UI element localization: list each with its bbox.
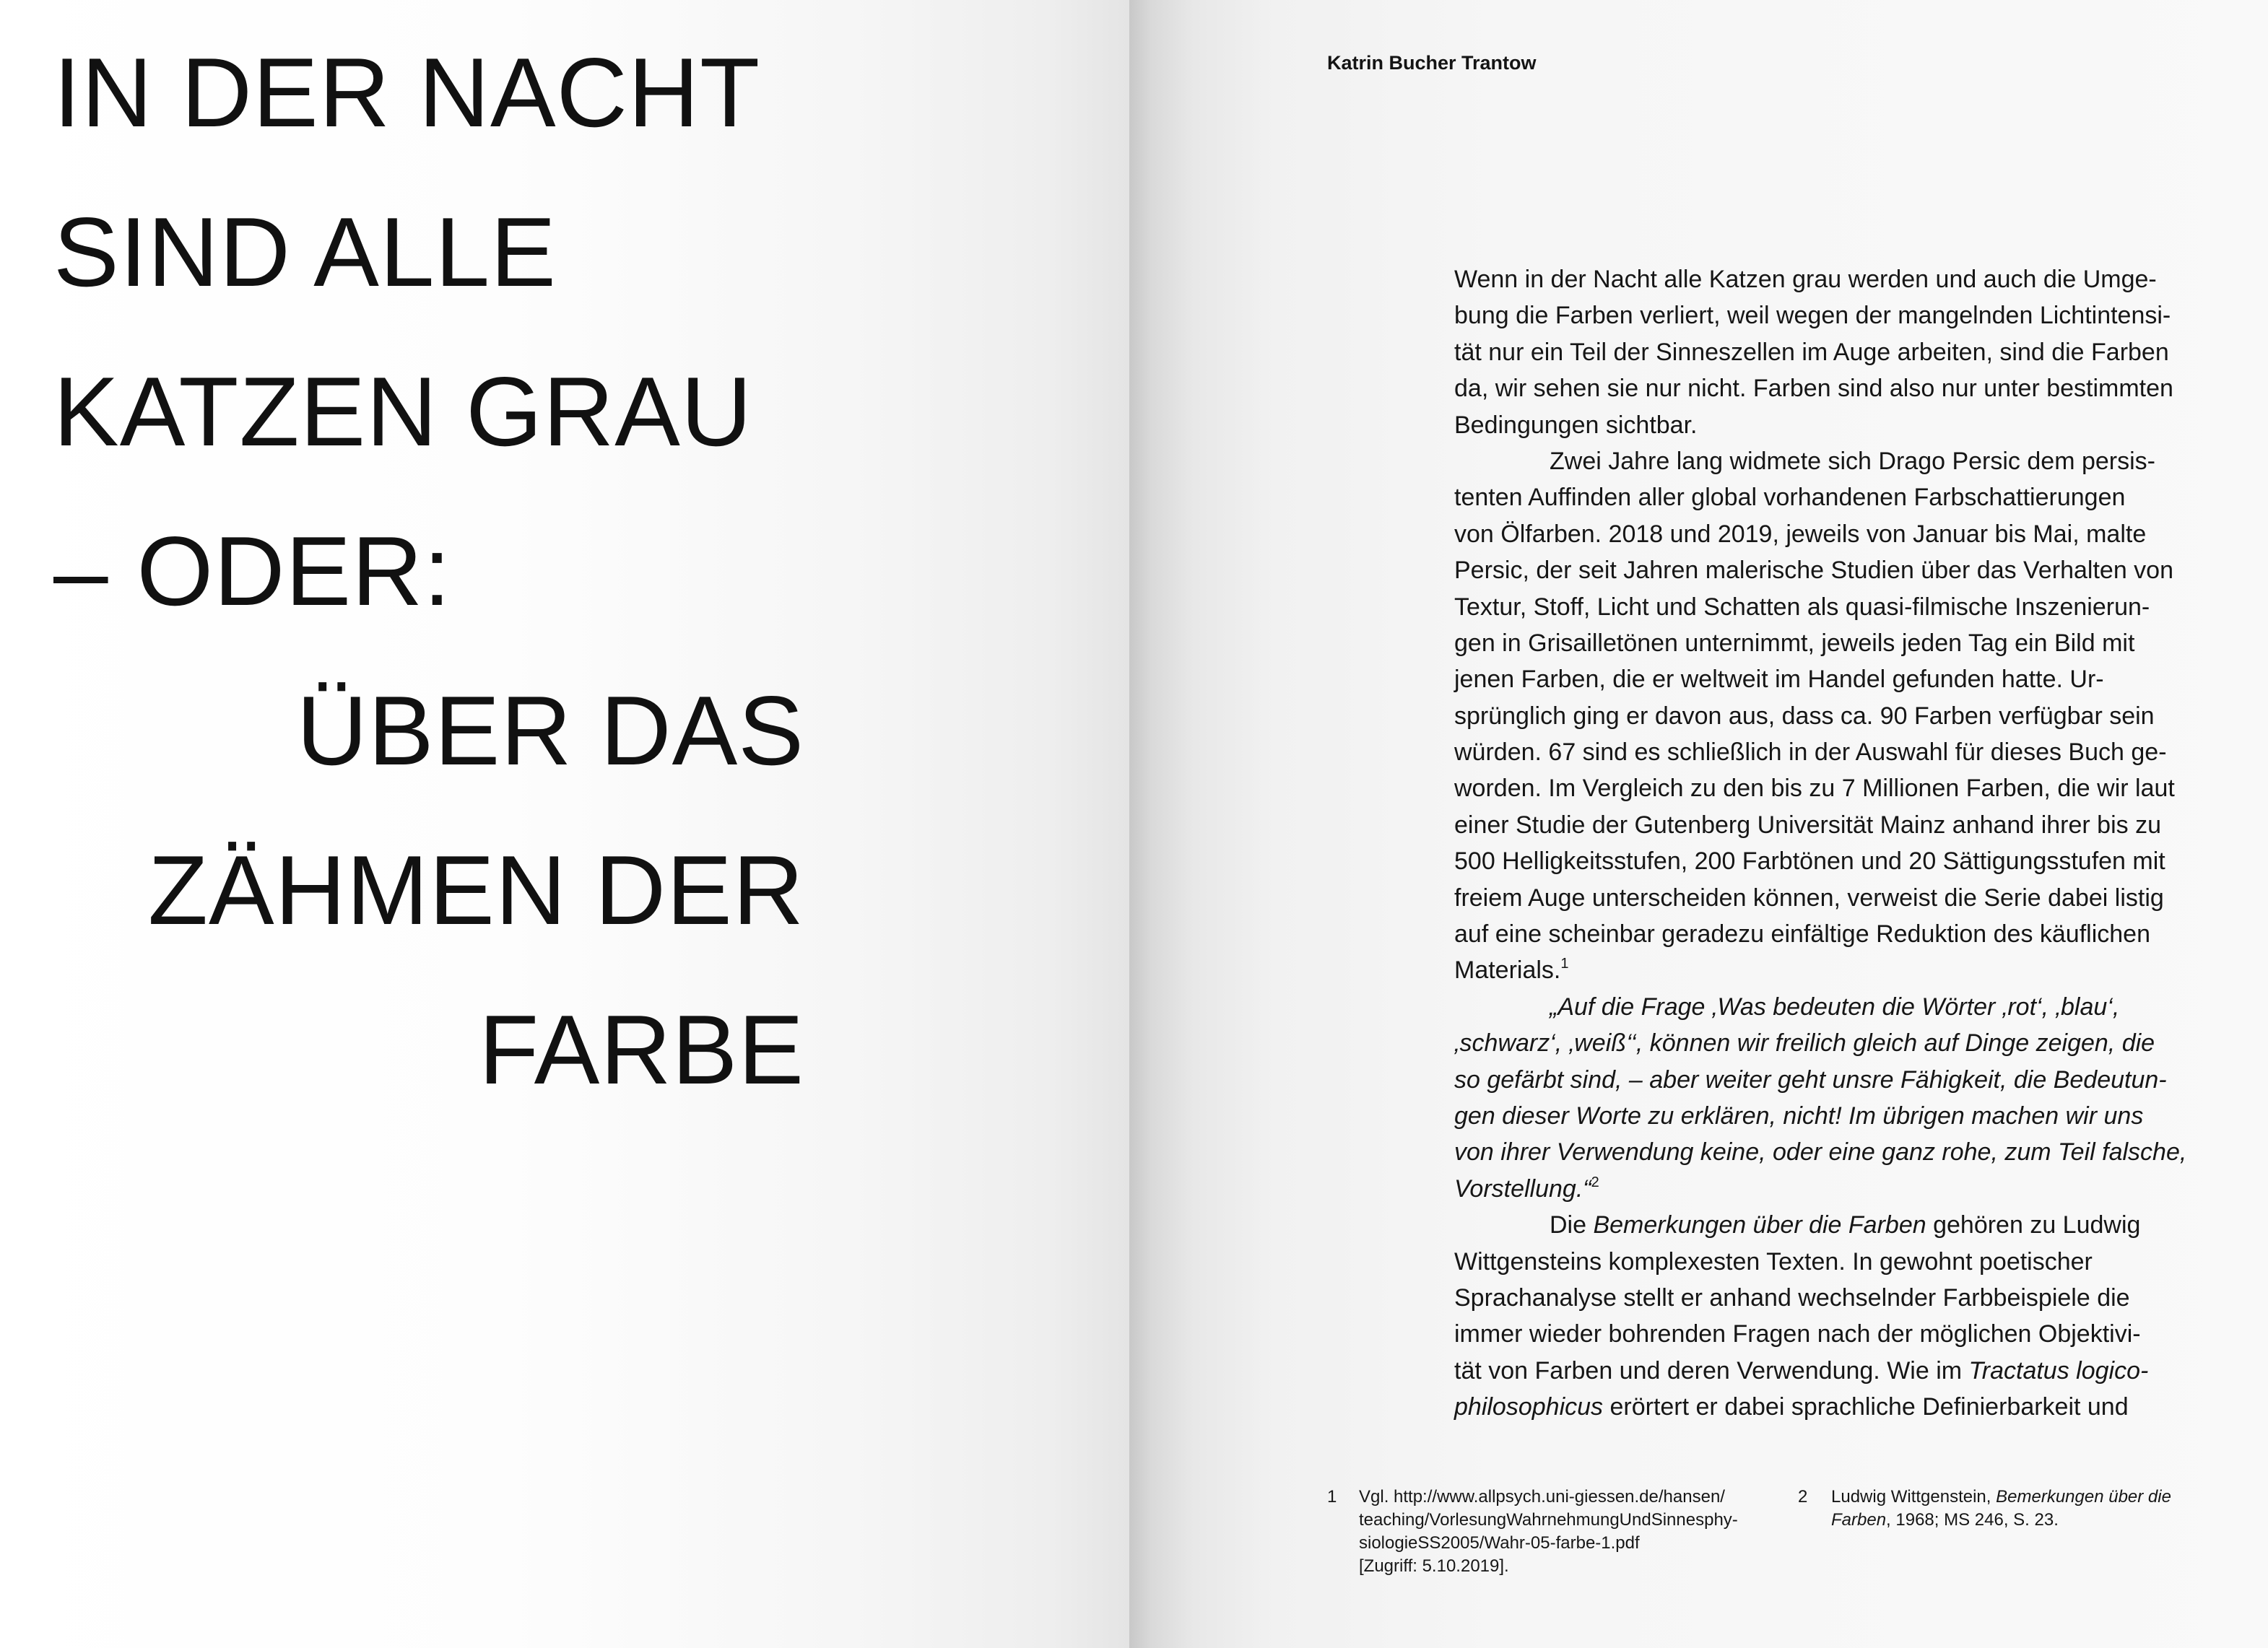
footnote-line: Vgl. http://www.allpsych.uni-giessen.de/hansen/: [1359, 1487, 1725, 1507]
text-run: Materials.: [1454, 956, 1561, 985]
quotation-paragraph: [1454, 989, 2186, 1207]
book-title-italic: philosophicus: [1454, 1393, 1604, 1421]
headline-line: ZÄHMEN DER: [147, 835, 804, 945]
text-line: 500 Helligkeitsstufen, 200 Farbtönen und 20 Sättigungsstufen mit: [1454, 847, 2165, 876]
text-line: „Auf die Frage ‚Was bedeuten die Wörter ‚rot‘, ‚blau‘,: [1550, 993, 2120, 1021]
text-line: von Ölfarben. 2018 und 2019, jeweils von Januar bis Mai, malte: [1454, 520, 2147, 548]
footnote-number: 1: [1327, 1487, 1337, 1507]
text-line: [1454, 952, 2186, 988]
book-title-italic: Farben: [1831, 1510, 1887, 1530]
paragraph: [1454, 443, 2186, 989]
text-line: tät nur ein Teil der Sinneszellen im Auge arbeiten, sind die Farben: [1454, 338, 2169, 366]
footnote-number: 2: [1798, 1487, 1808, 1507]
text-run: gehören zu Ludwig: [1926, 1211, 2141, 1239]
text-line: gen in Grisailletönen unternimmt, jeweils jeden Tag ein Bild mit: [1454, 629, 2135, 657]
text-line: immer wieder bohrenden Fragen nach der möglichen Objektivi-: [1454, 1320, 2141, 1348]
headline-line: SIND ALLE: [53, 197, 557, 307]
left-page: [0, 0, 1129, 1648]
text-line: Sprachanalyse stellt er anhand wechselnder Farbbeispiele die: [1454, 1283, 2130, 1312]
text-line: bung die Farben verliert, weil wegen der mangelnden Lichtintensi-: [1454, 302, 2171, 330]
footnote-line: teaching/VorlesungWahrnehmungUndSinnesphy-: [1359, 1510, 1738, 1530]
text-line: [1454, 1207, 2186, 1243]
text-line: sprünglich ging er davon aus, dass ca. 90 Farben verfügbar sein: [1454, 702, 2155, 730]
footnote-line: siologieSS2005/Wahr-05-farbe-1.pdf: [1359, 1533, 1640, 1553]
text-line: tenten Auffinden aller global vorhandenen Farbschattierungen: [1454, 484, 2126, 512]
text-run: , 1968; MS 246, S. 23.: [1886, 1510, 2059, 1530]
text-line: Zwei Jahre lang widmete sich Drago Persic dem persis-: [1550, 447, 2155, 475]
book-title-italic: Bemerkungen über die: [1996, 1487, 2171, 1507]
text-line: auf eine scheinbar geradezu einfältige Reduktion des käuflichen: [1454, 920, 2150, 949]
text-run: Die: [1550, 1211, 1594, 1239]
text-run: tät von Farben und deren Verwendung. Wie im: [1454, 1356, 1969, 1385]
headline-line: ÜBER DAS: [296, 676, 804, 785]
running-head-author: Katrin Bucher Trantow: [1327, 52, 1537, 74]
text-run: erörtert er dabei sprachliche Definierbarkeit und: [1603, 1393, 2129, 1421]
text-line: worden. Im Vergleich zu den bis zu 7 Millionen Farben, die wir laut: [1454, 775, 2175, 803]
headline: [53, 13, 804, 1130]
text-line: jenen Farben, die er weltweit im Handel gefunden hatte. Ur-: [1454, 666, 2104, 694]
text-line: einer Studie der Gutenberg Universität Mainz anhand ihrer bis zu: [1454, 811, 2161, 839]
headline-line: IN DER NACHT: [53, 38, 761, 147]
headline-line: FARBE: [479, 995, 804, 1104]
text-run: Ludwig Wittgenstein,: [1831, 1487, 1997, 1507]
paragraph: [1454, 1207, 2186, 1425]
text-line: ‚schwarz‘, ‚weiß‘‘, können wir freilich gleich auf Dinge zeigen, die: [1454, 1029, 2155, 1058]
footnote-text: [1359, 1486, 1738, 1578]
text-line: von ihrer Verwendung keine, oder eine ganz rohe, zum Teil falsche,: [1454, 1138, 2187, 1167]
text-line: Textur, Stoff, Licht und Schatten als quasi-filmische Inszenierun-: [1454, 593, 2150, 621]
text-line: da, wir sehen sie nur nicht. Farben sind also nur unter bestimmten: [1454, 375, 2173, 403]
text-line: so gefärbt sind, – aber weiter geht unsre Fähigkeit, die Bedeutun-: [1454, 1065, 2167, 1094]
text-line: [1454, 1171, 2186, 1207]
headline-line: – ODER:: [53, 516, 452, 626]
paragraph: [1454, 261, 2186, 443]
body-text: [1454, 261, 2186, 1426]
text-line: Wenn in der Nacht alle Katzen grau werden und auch die Umge-: [1454, 266, 2157, 293]
right-page: [1129, 0, 2268, 1648]
footnote-line: [Zugriff: 5.10.2019].: [1359, 1556, 1509, 1576]
book-title-italic: Bemerkungen über die Farben: [1593, 1211, 1926, 1239]
text-line: [1454, 1353, 2186, 1389]
footnote-line: [1831, 1509, 2171, 1532]
footnote-line: [1831, 1486, 2171, 1509]
text-line: Persic, der seit Jahren malerische Studien über das Verhalten von: [1454, 557, 2173, 585]
text-line: gen dieser Worte zu erklären, nicht! Im übrigen machen wir uns: [1454, 1102, 2144, 1130]
text-line: würden. 67 sind es schließlich in der Auswahl für dieses Buch ge-: [1454, 738, 2167, 767]
footnote-text: [1831, 1486, 2171, 1532]
text-run: Vorstellung.“: [1454, 1174, 1591, 1203]
text-line: Wittgensteins komplexesten Texten. In gewohnt poetischer: [1454, 1247, 2093, 1276]
text-line: Bedingungen sichtbar.: [1454, 411, 1698, 439]
book-title-italic: Tractatus logico-: [1968, 1356, 2149, 1385]
headline-line: KATZEN GRAU: [53, 357, 753, 466]
text-line: freiem Auge unterscheiden können, verweist die Serie dabei listig: [1454, 884, 2164, 912]
footnote-reference-2: 2: [1591, 1174, 1599, 1190]
footnote-reference-1: 1: [1560, 956, 1569, 972]
text-line: [1454, 1389, 2186, 1425]
